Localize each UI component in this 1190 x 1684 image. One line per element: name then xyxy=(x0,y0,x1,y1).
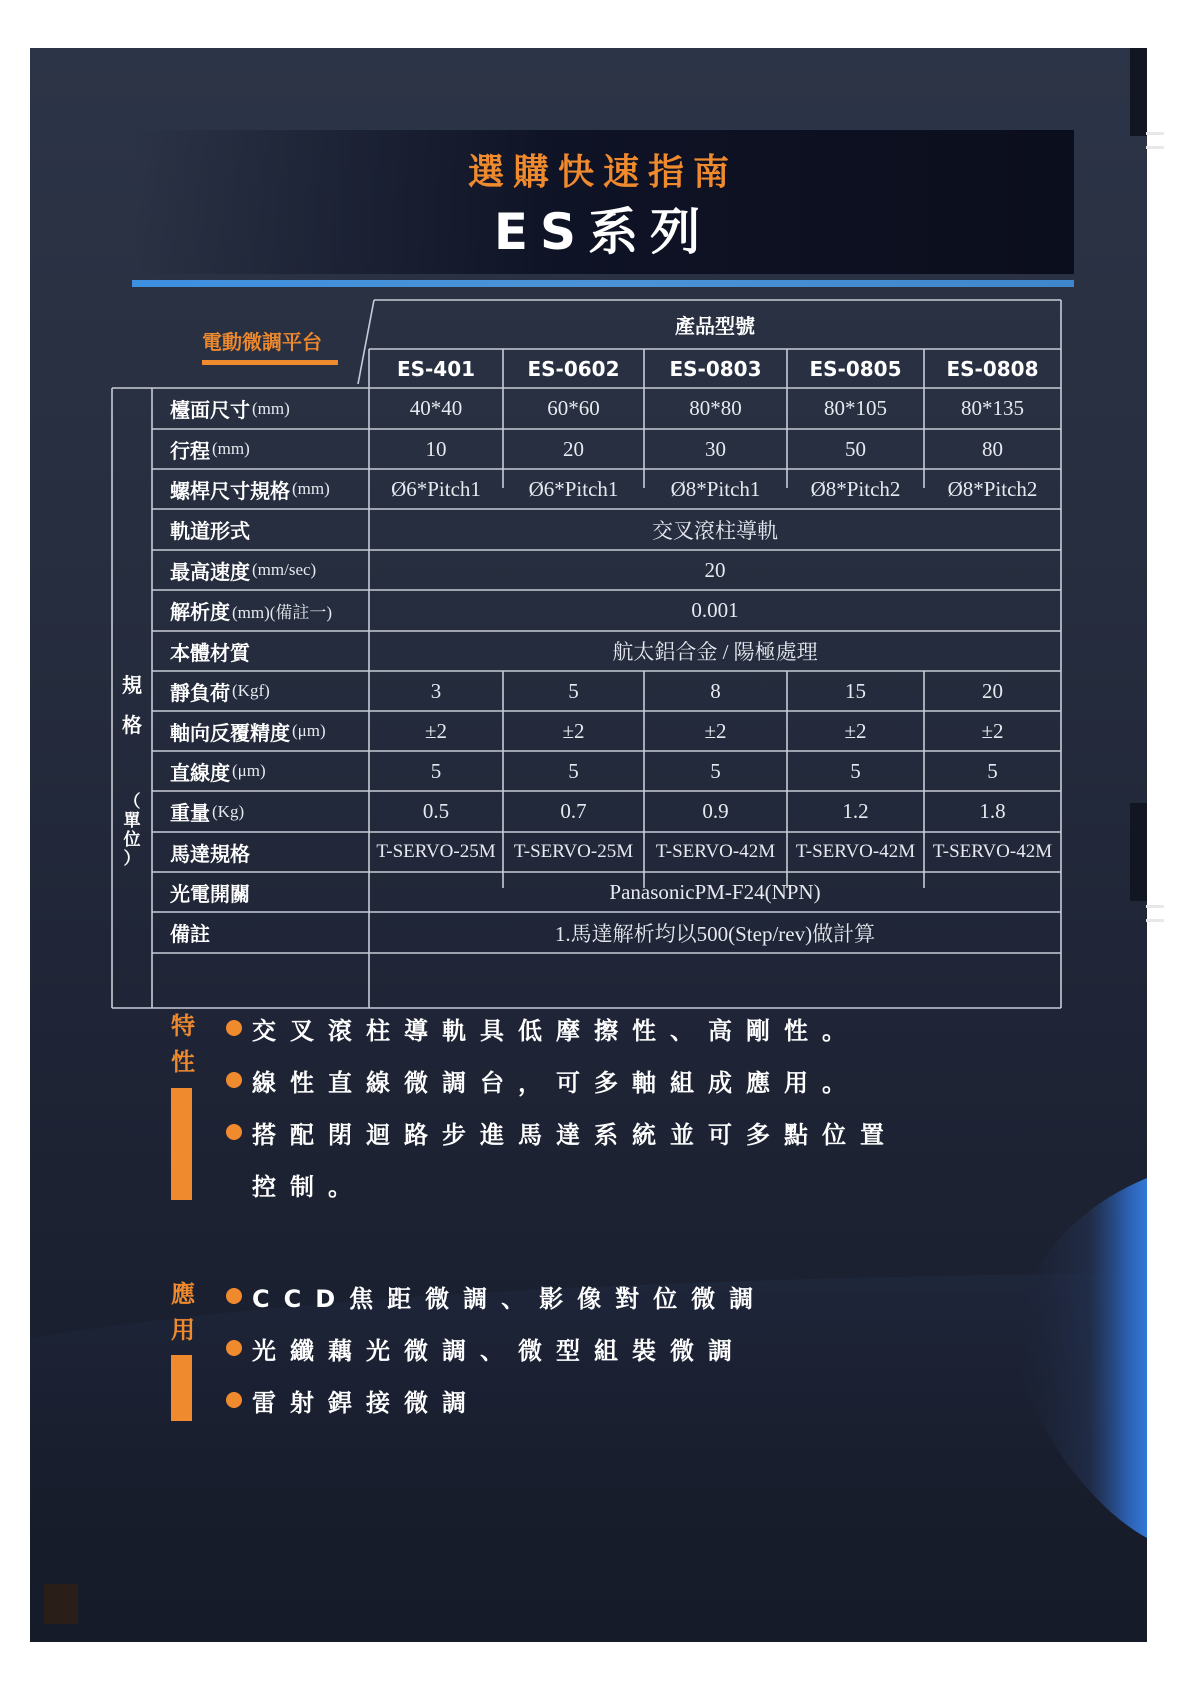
spec-value: Ø8*Pitch2 xyxy=(810,476,901,501)
page-title: 選購快速指南 xyxy=(467,152,738,193)
bullet-icon xyxy=(226,1392,242,1408)
spec-value: 80*80 xyxy=(689,396,742,420)
feature-item: 搭配閉迴路步進馬達系統並可多點位置 xyxy=(226,1114,898,1150)
spec-value: 1.2 xyxy=(842,799,869,823)
spec-value: ±2 xyxy=(704,718,727,743)
spec-side-label: 格 xyxy=(122,713,142,737)
spec-value: 20 xyxy=(704,557,726,582)
application-item: CCD焦距微調、影像對位微調 xyxy=(226,1278,767,1314)
applications-accent-bar xyxy=(171,1355,192,1421)
feature-item: 線性直線微調台，可多軸組成應用。 xyxy=(226,1062,860,1098)
spec-value: 1.8 xyxy=(979,799,1006,823)
series-title: ES系列 xyxy=(493,203,713,261)
spec-value: 20 xyxy=(563,436,584,461)
spec-value: 0.9 xyxy=(702,799,729,823)
row-label: 軌道形式 xyxy=(170,519,250,543)
spec-value: 80*135 xyxy=(961,396,1024,420)
spec-value: 50 xyxy=(845,436,866,461)
spec-value: 5 xyxy=(430,758,442,783)
row-label: 備註 xyxy=(170,922,210,946)
spec-value: 5 xyxy=(850,758,861,783)
category-label: 電動微調平台 xyxy=(202,330,322,354)
edge-mark xyxy=(1146,905,1164,908)
unit-side-label: （ 單 位 ） xyxy=(123,792,141,869)
spec-value: T-SERVO-25M xyxy=(376,841,496,862)
spec-value: 5 xyxy=(568,678,579,703)
edge-mark xyxy=(1146,132,1164,135)
row-label: 靜負荷 (Kgf) xyxy=(170,680,270,705)
row-label: 軸向反覆精度 (μm) xyxy=(170,720,326,745)
model-header: ES-401 xyxy=(396,356,476,381)
spec-value: Ø8*Pitch2 xyxy=(947,476,1038,501)
spec-value: T-SERVO-42M xyxy=(795,841,916,862)
spec-value: 10 xyxy=(425,436,447,461)
spec-value: Ø6*Pitch1 xyxy=(391,476,481,501)
spec-value: 8 xyxy=(710,678,721,703)
model-header: ES-0803 xyxy=(669,356,762,381)
features-accent-bar xyxy=(171,1088,192,1200)
spec-value: 0.7 xyxy=(560,799,587,823)
spec-value: 80*105 xyxy=(824,396,887,420)
row-label: 光電開關 xyxy=(170,881,250,906)
applications-label: 應 用 xyxy=(171,1280,195,1344)
product-model-header: 產品型號 xyxy=(675,314,755,338)
application-item: 光纖藕光微調、微型組裝微調 xyxy=(226,1330,746,1366)
spec-side-label: 規 xyxy=(122,673,142,697)
bullet-icon xyxy=(226,1288,242,1304)
spec-value: PanasonicPM-F24(NPN) xyxy=(609,879,821,904)
bullet-icon xyxy=(226,1124,242,1140)
model-header: ES-0805 xyxy=(809,356,902,381)
spec-value: 15 xyxy=(845,678,866,703)
spec-value: ±2 xyxy=(981,718,1004,743)
spec-value: 0.5 xyxy=(422,799,450,823)
spec-value: 60*60 xyxy=(547,396,600,420)
row-label: 本體材質 xyxy=(170,640,250,665)
spec-value: 5 xyxy=(710,758,721,783)
row-label: 行程 (mm) xyxy=(170,438,250,463)
bullet-icon xyxy=(226,1340,242,1356)
feature-item: 交叉滾柱導軌具低摩擦性、高剛性。 xyxy=(226,1010,860,1046)
row-label: 檯面尺寸 (mm) xyxy=(170,398,290,422)
edge-mark xyxy=(1146,919,1164,922)
spec-value: 20 xyxy=(982,678,1003,703)
spec-value: 5 xyxy=(987,758,998,783)
spec-value: T-SERVO-25M xyxy=(513,841,634,862)
feature-item: 控制。 xyxy=(252,1172,366,1201)
bullet-icon xyxy=(226,1072,242,1088)
spec-value: Ø6*Pitch1 xyxy=(528,476,619,501)
spec-value: 80 xyxy=(982,436,1003,461)
spec-value: 5 xyxy=(568,758,579,783)
row-label: 解析度 (mm)(備註一) xyxy=(170,600,333,624)
spec-value: 1.馬達解析均以500(Step/rev)做計算 xyxy=(554,921,876,946)
row-label: 最高速度 (mm/sec) xyxy=(170,559,317,584)
application-item: 雷射銲接微調 xyxy=(226,1382,480,1418)
features-label: 特 性 xyxy=(171,1012,195,1076)
row-label: 馬達規格 xyxy=(170,841,250,866)
spec-value: T-SERVO-42M xyxy=(655,841,776,862)
row-label: 螺桿尺寸規格 (mm) xyxy=(170,478,330,503)
row-label: 直線度 (μm) xyxy=(170,760,266,785)
model-header: ES-0602 xyxy=(527,356,620,381)
bullet-icon xyxy=(226,1020,242,1036)
spec-value: 3 xyxy=(430,678,442,703)
spec-value: 40*40 xyxy=(409,396,463,420)
spec-value: 30 xyxy=(705,436,726,461)
corner-square xyxy=(44,1584,78,1624)
spec-value: Ø8*Pitch1 xyxy=(670,476,761,501)
spec-value: 航太鋁合金 / 陽極處理 xyxy=(612,640,818,664)
row-label: 重量 (Kg) xyxy=(170,801,245,825)
spec-value: ±2 xyxy=(844,718,867,743)
spec-value: ±2 xyxy=(562,718,585,743)
brochure-page xyxy=(30,48,1147,1642)
spec-value: 0.001 xyxy=(691,598,739,622)
spec-value: ±2 xyxy=(424,718,448,743)
edge-mark xyxy=(1146,146,1164,149)
spec-value: T-SERVO-42M xyxy=(932,841,1053,862)
model-header: ES-0808 xyxy=(946,356,1039,381)
spec-value: 交叉滾柱導軌 xyxy=(652,518,778,543)
